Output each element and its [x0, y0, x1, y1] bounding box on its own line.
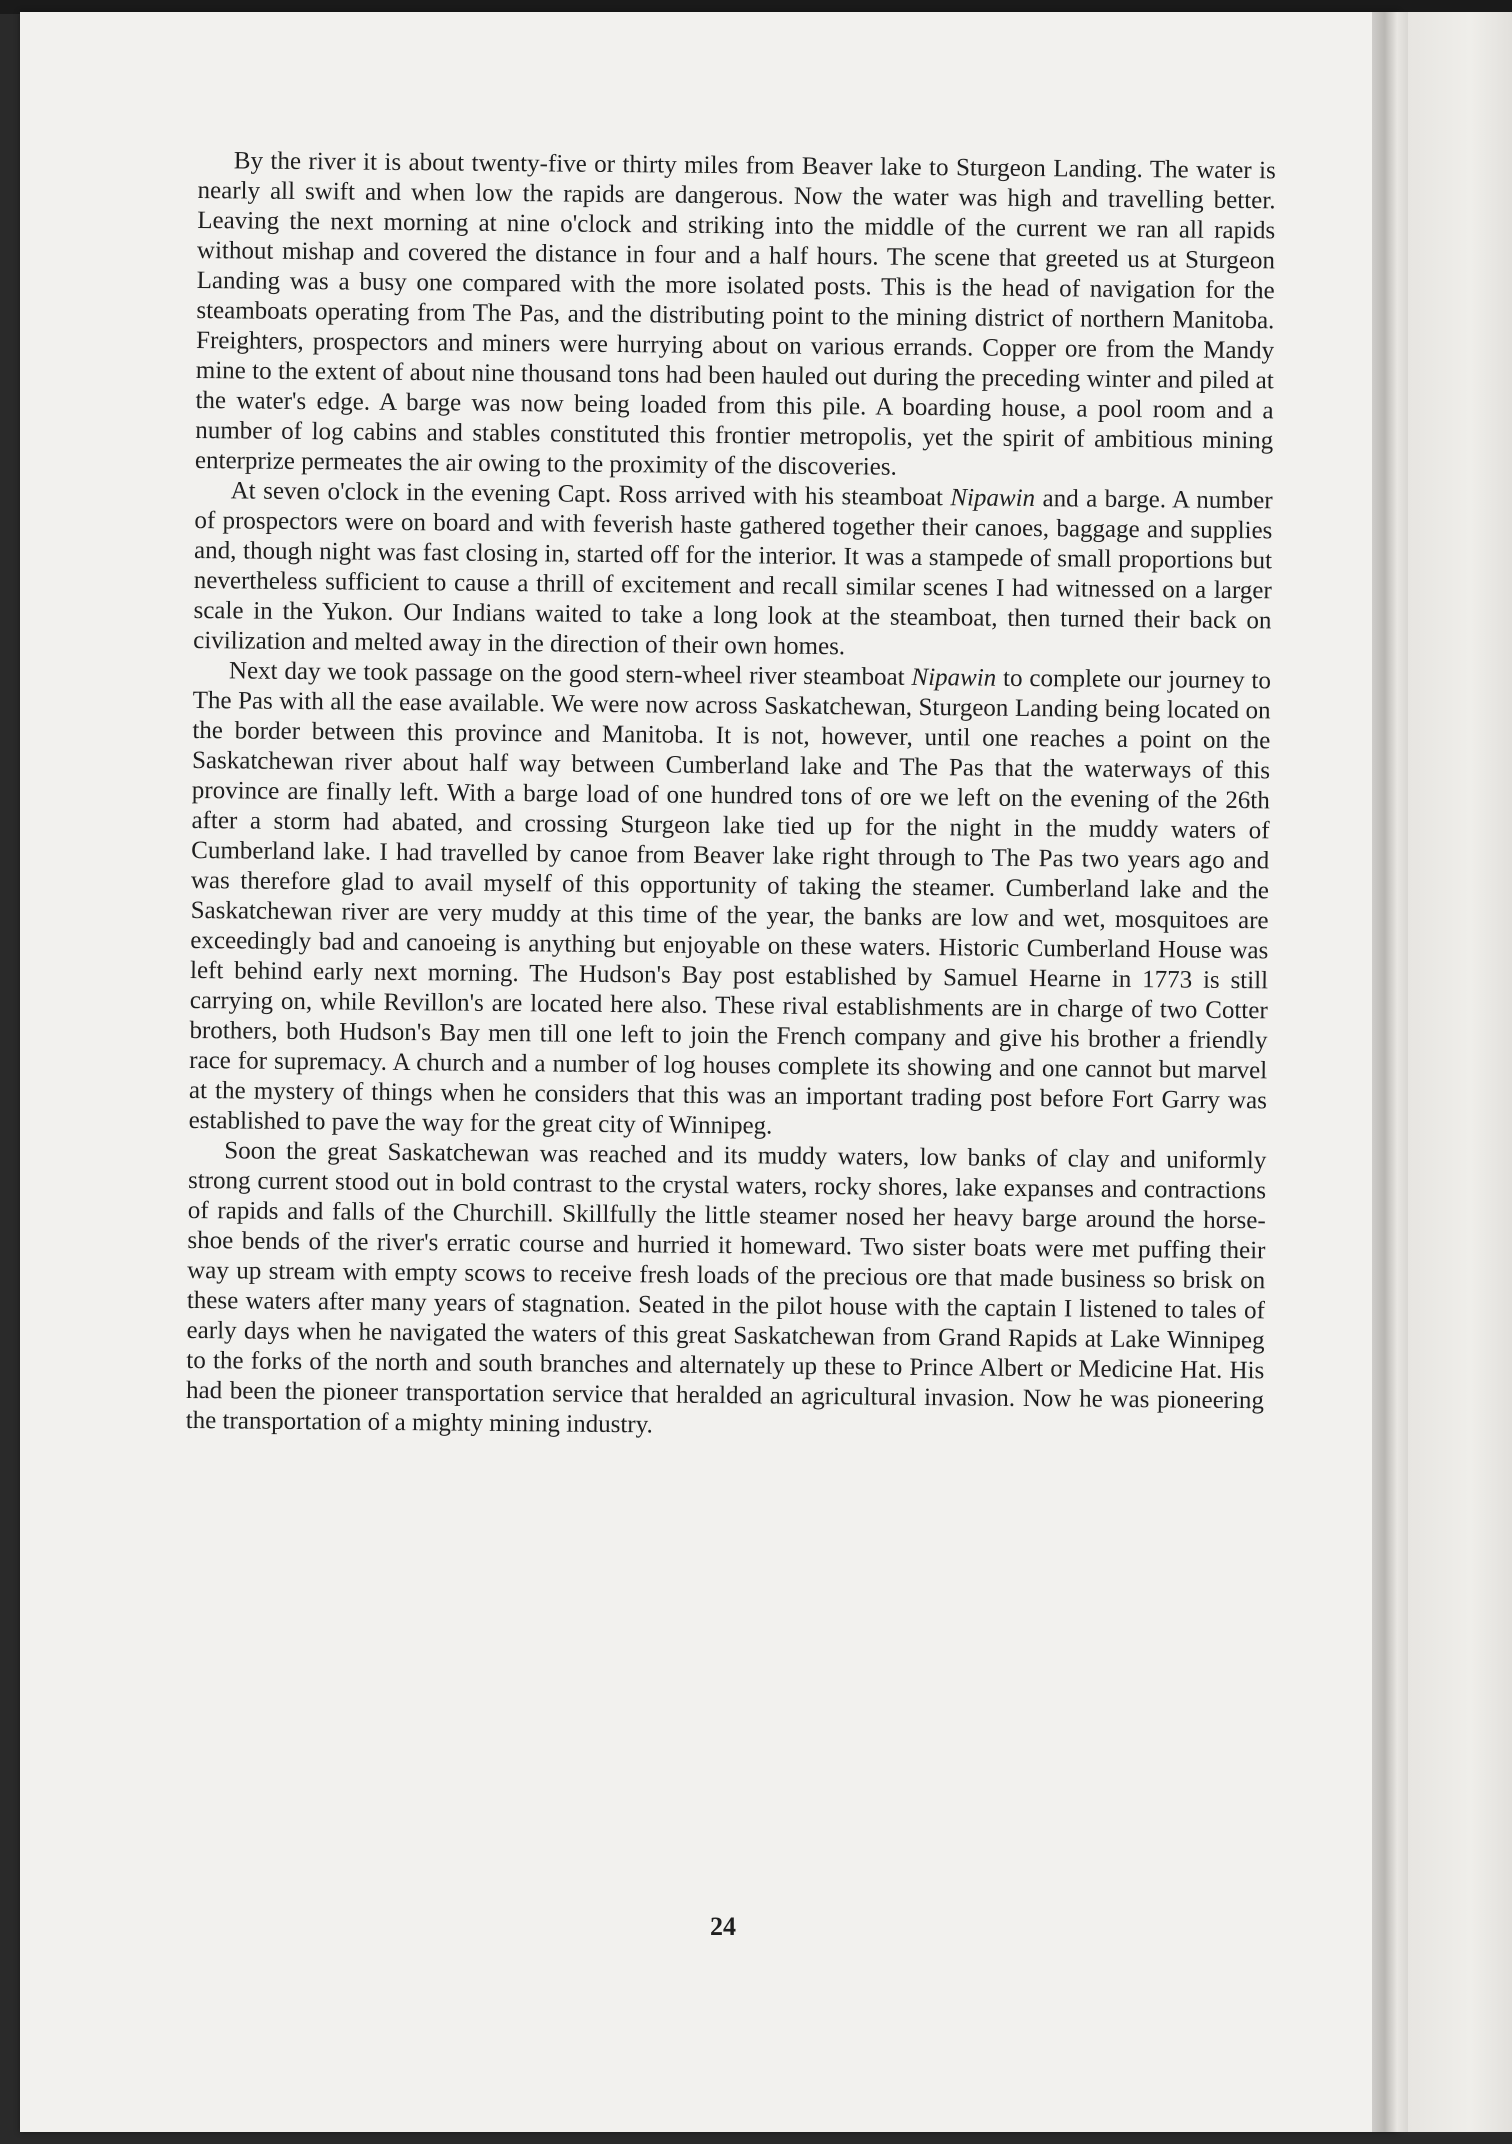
paragraph-3: Next day we took passage on the good stern-wheel river steamboat Nipawin to complete our journey to The Pas with all the ease available. We were now across Saskatchewan, Sturgeon Landing being located on the border between this province and Manitoba. It is not, however, until one reaches a point on the Saskatchewan river about half way between Cumberland lake and The Pas that the waterways of this province are finally left. With a barge load of one hundred tons of ore we left on the evening of the 26th after a storm had abated, and crossing Sturgeon lake tied up for the night in the muddy waters of Cumberland lake. I had travelled by canoe from Beaver lake right through to The Pas two years ago and was therefore glad to avail myself of this opportunity of taking the steamer. Cumberland lake and the Saskatchewan river are very muddy at this time of the year, the banks are low and wet, mosquitoes are exceedingly bad and canoeing is anything but enjoyable on these waters. Historic Cumberland House was left behind early next morning. The Hudson's Bay post established by Samuel Hearne in 1773 is still carrying on, while Revillon's are located here also. These rival establishments are in charge of two Cotter brothers, both Hudson's Bay men till one left to join the French company and give his brother a friendly race for supremacy. A church and a number of log houses complete its showing and one cannot but marvel at the mystery of things when he considers that this was an important trading post before Fort Garry was established to pave the way for the great city of Winnipeg. [188, 657, 1272, 1140]
document-page [20, 12, 1398, 2132]
page-gutter [1372, 12, 1408, 2132]
paragraph-1: By the river it is about twenty-five or thirty miles from Beaver lake to Sturgeon Landing. The water is nearly all swift and when low the rapids are dangerous. Now the water was high and travelling better. Leaving the next morning at nine o'clock and striking into the middle of the current we ran all rapids without mishap and covered the distance in four and a half hours. The scene that greeted us at Sturgeon Landing was a busy one compared with the more isolated posts. This is the head of navigation for the steamboats operating from The Pas, and the distributing point to the mining district of northern Manitoba. Freighters, prospectors and miners were hurrying about on various errands. Copper ore from the Mandy mine to the extent of about nine thousand tons had been hauled out during the preceding winter and piled at the water's edge. A barge was now being loaded from this pile. A boarding house, a pool room and a number of log cabins and stables constituted this frontier metropolis, yet the spirit of ambitious mining enterprize permeates the air owing to the proximity of the discoveries. [194, 147, 1276, 481]
paragraph-4: Soon the great Saskatchewan was reached and its muddy waters, low banks of clay and uniformly strong current stood out in bold contrast to the crystal waters, rocky shores, lake expanses and contractions of rapids and falls of the Churchill. Skillfully the little steamer nosed her heavy barge around the horse-shoe bends of the river's erratic course and hurried it homeward. Two sister boats were met puffing their way up stream with empty scows to receive fresh loads of the precious ore that made business so brisk on these waters after many years of stagnation. Seated in the pilot house with the captain I listened to tales of early days when he navigated the waters of this great Saskatchewan from Grand Rapids at Lake Winnipeg to the forks of the north and south branches and alternately up these to Prince Albert or Medicine Hat. His had been the pioneer transportation service that heralded an agricultural invasion. Now he was pioneering the transportation of a mighty mining industry. [185, 1137, 1267, 1439]
body-text [186, 146, 1276, 1446]
vessel-name: Nipawin [911, 663, 997, 692]
paragraph-2: At seven o'clock in the evening Capt. Ross arrived with his steamboat Nipawin and a barge. A number of prospectors were on board and with feverish haste gathered together their canoes, baggage and supplies and, though night was fast closing in, started off for the interior. It was a stampede of small proportions but nevertheless sufficient to cause a thrill of excitement and recall similar scenes I had witnessed on a larger scale in the Yukon. Our Indians waited to take a long look at the steamboat, then turned their back on civilization and melted away in the direction of their own homes. [193, 477, 1273, 661]
adjacent-page-edge [1408, 12, 1512, 2132]
vessel-name: Nipawin [950, 484, 1036, 513]
page-number: 24 [710, 1912, 736, 1941]
